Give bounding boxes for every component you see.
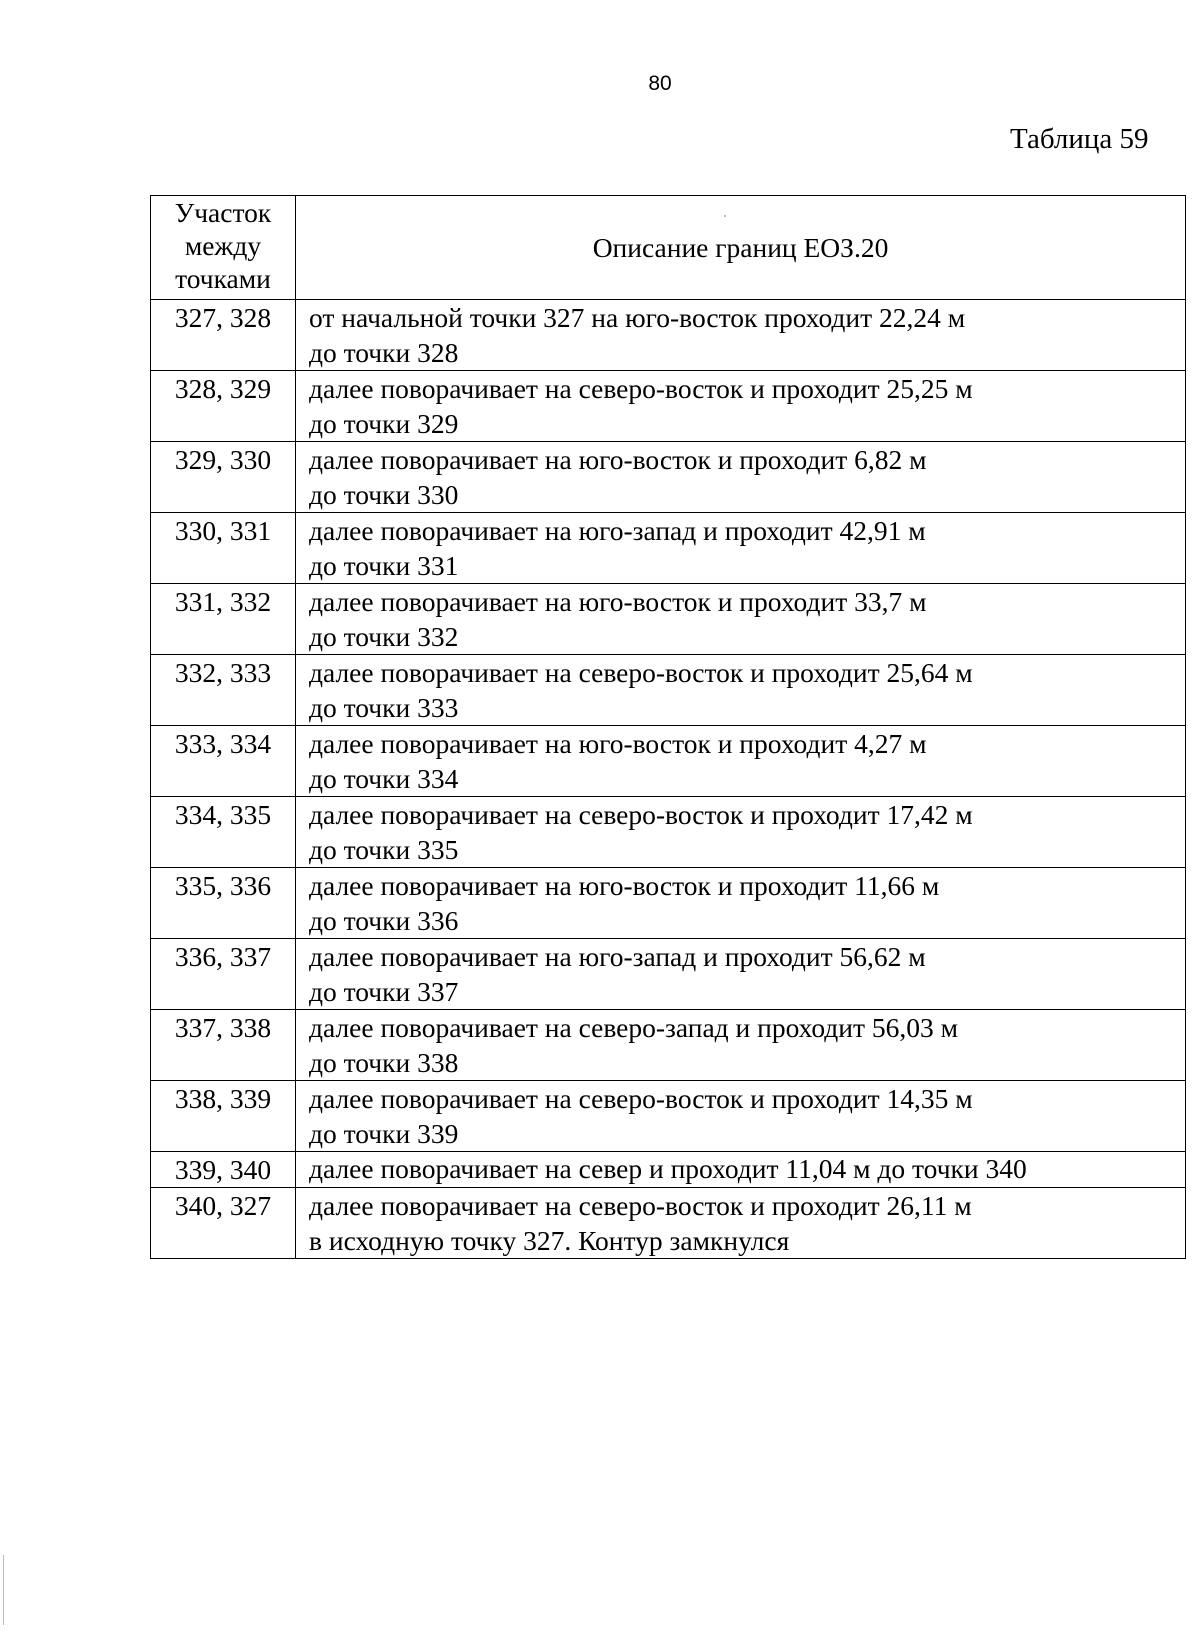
scan-artifact: [724, 215, 726, 217]
description-cell: [296, 300, 1186, 371]
segment-cell: 338, 339: [151, 1081, 296, 1152]
table-row: [151, 584, 1186, 655]
description-line: далее поворачивает на юго-восток и проходит 6,82 м: [309, 444, 927, 475]
segment-cell: 334, 335: [151, 797, 296, 868]
segment-cell: 337, 338: [151, 1010, 296, 1081]
description-cell: [296, 868, 1186, 939]
description-cell: [296, 371, 1186, 442]
description-line: далее поворачивает на северо-восток и проходит 25,64 м: [309, 657, 973, 688]
table-row: [151, 513, 1186, 584]
description-line: далее поворачивает на юго-запад и проходит 56,62 м: [309, 941, 926, 972]
description-line: до точки 334: [309, 763, 459, 794]
segment-cell: 340, 327: [151, 1188, 296, 1259]
table-row: [151, 442, 1186, 513]
description-cell: [296, 513, 1186, 584]
description-line: до точки 332: [309, 621, 459, 652]
boundary-description-table: [150, 195, 1186, 1259]
description-cell: [296, 1152, 1186, 1188]
table-header-row: [151, 196, 1186, 300]
description-cell: [296, 797, 1186, 868]
description-cell: [296, 655, 1186, 726]
segment-cell: 333, 334: [151, 726, 296, 797]
header-segment-line: Участок: [174, 197, 272, 228]
segment-cell: 331, 332: [151, 584, 296, 655]
description-line: далее поворачивает на северо-восток и проходит 25,25 м: [309, 373, 973, 404]
description-line: далее поворачивает на северо-запад и проходит 56,03 м: [309, 1012, 959, 1043]
description-line: до точки 339: [309, 1118, 459, 1149]
header-segment-cell: [151, 196, 296, 300]
description-cell: [296, 939, 1186, 1010]
description-line: далее поворачивает на север и проходит 11,04 м до точки 340: [309, 1153, 1027, 1184]
header-segment-line: точками: [175, 263, 271, 294]
header-description-cell: Описание границ ЕОЗ.20: [296, 196, 1186, 300]
scan-artifact: [3, 1555, 4, 1625]
description-line: далее поворачивает на юго-восток и проходит 33,7 м: [309, 586, 927, 617]
description-line: далее поворачивает на северо-восток и проходит 26,11 м: [309, 1190, 972, 1221]
description-cell: [296, 1081, 1186, 1152]
description-line: до точки 338: [309, 1047, 459, 1078]
table-row: [151, 939, 1186, 1010]
table-row: [151, 1152, 1186, 1188]
segment-cell: 332, 333: [151, 655, 296, 726]
description-line: до точки 328: [309, 337, 459, 368]
description-cell: [296, 1188, 1186, 1259]
table-caption: Таблица 59: [1010, 123, 1149, 155]
description-line: далее поворачивает на северо-восток и проходит 17,42 м: [309, 799, 973, 830]
description-cell: [296, 584, 1186, 655]
description-line: далее поворачивает на юго-восток и проходит 11,66 м: [309, 870, 940, 901]
description-line: далее поворачивает на северо-восток и проходит 14,35 м: [309, 1083, 973, 1114]
header-segment-line: между: [184, 230, 262, 261]
segment-cell: 336, 337: [151, 939, 296, 1010]
table-row: [151, 1188, 1186, 1259]
segment-cell: 327, 328: [151, 300, 296, 371]
table-row: [151, 797, 1186, 868]
description-cell: [296, 1010, 1186, 1081]
description-line: до точки 329: [309, 408, 459, 439]
table-row: [151, 726, 1186, 797]
description-line: до точки 331: [309, 550, 459, 581]
segment-cell: 328, 329: [151, 371, 296, 442]
table-row: [151, 300, 1186, 371]
segment-cell: 335, 336: [151, 868, 296, 939]
description-line: до точки 330: [309, 479, 459, 510]
table-row: [151, 1010, 1186, 1081]
table-row: [151, 868, 1186, 939]
description-line: до точки 336: [309, 905, 459, 936]
description-line: до точки 335: [309, 834, 459, 865]
description-line: до точки 333: [309, 692, 459, 723]
description-line: далее поворачивает на юго-восток и проходит 4,27 м: [309, 728, 927, 759]
segment-cell: 330, 331: [151, 513, 296, 584]
description-line: далее поворачивает на юго-запад и проходит 42,91 м: [309, 515, 926, 546]
description-cell: [296, 726, 1186, 797]
description-line: от начальной точки 327 на юго-восток проходит 22,24 м: [309, 302, 966, 333]
description-line: в исходную точку 327. Контур замкнулся: [309, 1225, 790, 1256]
table-row: [151, 371, 1186, 442]
description-cell: [296, 442, 1186, 513]
segment-cell: 329, 330: [151, 442, 296, 513]
table-row: [151, 655, 1186, 726]
page-number: 80: [648, 72, 672, 95]
segment-cell: 339, 340: [151, 1152, 296, 1188]
description-line: до точки 337: [309, 976, 459, 1007]
table-row: [151, 1081, 1186, 1152]
